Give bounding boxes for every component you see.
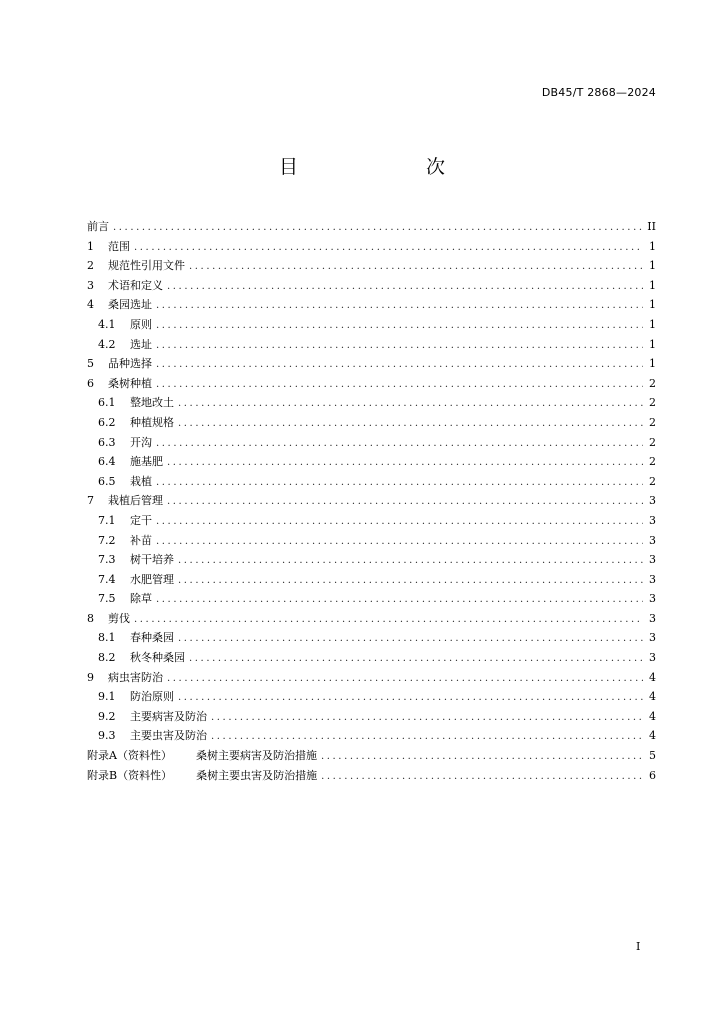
toc-entry-page: 1: [649, 337, 656, 351]
toc-leader-dots: [211, 731, 643, 742]
toc-entry-label: 剪伐: [108, 611, 130, 625]
toc-entry[interactable]: [87, 277, 656, 297]
toc-entry-page: II: [647, 220, 656, 233]
toc-entry-page: 4: [649, 709, 656, 723]
toc-entry[interactable]: [87, 375, 656, 395]
toc-entry[interactable]: [87, 551, 656, 571]
toc-leader-dots: [189, 261, 643, 272]
toc-leader-dots: [134, 614, 643, 625]
toc-entry-number: 8.1: [98, 631, 116, 645]
toc-leader-dots: [178, 398, 643, 409]
toc-entry[interactable]: [87, 257, 656, 277]
toc-entry[interactable]: [87, 727, 656, 747]
toc-entry-page: 3: [649, 592, 656, 606]
toc-entry[interactable]: [87, 629, 656, 649]
toc-leader-dots: [156, 379, 643, 390]
toc-entry-number: 附录A（资料性）: [87, 749, 172, 763]
toc-entry-label: 原则: [130, 317, 152, 331]
toc-entry-label: 桑树主要虫害及防治措施: [196, 768, 318, 782]
toc-entry-number: 9.2: [98, 709, 116, 723]
toc-entry-label: 除草: [130, 592, 152, 606]
toc-entry-label: 前言: [87, 220, 109, 233]
toc-leader-dots: [178, 418, 643, 429]
toc-entry-label: 定干: [130, 513, 152, 527]
toc-entry-number: 4.1: [98, 317, 116, 331]
toc-entry-number: 7: [87, 494, 94, 508]
toc-entry-label: 春种桑园: [130, 631, 174, 645]
toc-entry-page: 2: [649, 415, 656, 429]
toc-leader-dots: [178, 692, 643, 703]
toc-entry-page: 2: [649, 455, 656, 469]
toc-entry-page: 1: [649, 259, 656, 273]
toc-entry-number: 1: [87, 239, 94, 253]
toc-leader-dots: [178, 555, 643, 566]
toc-entry-page: 3: [649, 494, 656, 508]
toc-entry-page: 4: [649, 690, 656, 704]
toc-entry-label: 树干培养: [130, 553, 174, 567]
toc-entry-number: 附录B（资料性）: [87, 768, 173, 782]
toc-entry-page: 1: [649, 357, 656, 371]
toc-entry-label: 选址: [130, 337, 152, 351]
toc-entry-number: 6.4: [98, 455, 116, 469]
toc-entry-label: 整地改土: [130, 396, 174, 410]
toc-entry-page: 2: [649, 435, 656, 449]
toc-entry[interactable]: [87, 316, 656, 336]
toc-entry-number: 6: [87, 376, 94, 390]
toc-entry-number: 7.3: [98, 553, 116, 567]
toc-entry[interactable]: [87, 767, 656, 787]
toc-leader-dots: [156, 438, 643, 449]
toc-entry-page: 6: [649, 768, 656, 782]
toc-entry-label: 品种选择: [108, 357, 152, 371]
toc-entry-page: 3: [649, 611, 656, 625]
toc-leader-dots: [211, 712, 643, 723]
toc-leader-dots: [167, 496, 643, 507]
toc-entry-number: 5: [87, 357, 94, 371]
toc-entry-page: 4: [649, 670, 656, 684]
toc-entry[interactable]: [87, 669, 656, 689]
toc-entry-page: 2: [649, 474, 656, 488]
toc-entry-number: 9: [87, 670, 94, 684]
toc-entry[interactable]: [87, 453, 656, 473]
toc-entry[interactable]: [87, 218, 656, 238]
toc-entry-number: 2: [87, 259, 94, 273]
toc-entry-number: 4: [87, 298, 94, 312]
toc-entry[interactable]: [87, 590, 656, 610]
toc-entry-page: 3: [649, 572, 656, 586]
page-number: I: [636, 940, 641, 953]
toc-entry-page: 1: [649, 278, 656, 292]
toc-entry-label: 秋冬种桑园: [130, 651, 185, 665]
toc-leader-dots: [178, 575, 643, 586]
toc-entry[interactable]: [87, 571, 656, 591]
toc-leader-dots: [156, 477, 643, 488]
toc-leader-dots: [167, 281, 643, 292]
toc-entry[interactable]: [87, 532, 656, 552]
toc-entry[interactable]: [87, 610, 656, 630]
toc-entry-page: 2: [649, 396, 656, 410]
toc-leader-dots: [321, 771, 643, 782]
toc-entry-label: 桑园选址: [108, 298, 152, 312]
toc-entry[interactable]: [87, 336, 656, 356]
toc-entry[interactable]: [87, 434, 656, 454]
toc-entry-number: 6.3: [98, 435, 116, 449]
toc-entry-number: 9.3: [98, 729, 116, 743]
toc-entry-label: 主要虫害及防治: [130, 729, 207, 743]
toc-entry-number: 7.5: [98, 592, 116, 606]
toc-entry[interactable]: [87, 708, 656, 728]
toc-entry-page: 3: [649, 513, 656, 527]
toc-entry-number: 7.2: [98, 533, 116, 547]
toc-entry-label: 主要病害及防治: [130, 709, 207, 723]
toc-entry-page: 4: [649, 729, 656, 743]
toc-entry-page: 3: [649, 553, 656, 567]
toc-entry[interactable]: [87, 414, 656, 434]
toc-entry-page: 1: [649, 239, 656, 253]
toc-entry-label: 防治原则: [130, 690, 174, 704]
toc-leader-dots: [113, 222, 643, 233]
toc-entry-number: 6.1: [98, 396, 116, 410]
toc-entry-page: 1: [649, 298, 656, 312]
toc-leader-dots: [178, 633, 643, 644]
toc-entry-label: 桑树种植: [108, 376, 152, 390]
toc-entry-label: 术语和定义: [108, 278, 163, 292]
toc-leader-dots: [156, 300, 643, 311]
toc-entry-number: 8.2: [98, 651, 116, 665]
toc-entry-number: 8: [87, 611, 94, 625]
toc-entry-label: 补苗: [130, 533, 152, 547]
toc-entry-label: 规范性引用文件: [108, 259, 185, 273]
toc-entry-page: 2: [649, 376, 656, 390]
toc-leader-dots: [156, 359, 643, 370]
toc-entry[interactable]: [87, 473, 656, 493]
toc-entry-number: 6.2: [98, 415, 116, 429]
toc-leader-dots: [134, 242, 643, 253]
toc-entry[interactable]: [87, 238, 656, 258]
toc-entry-page: 3: [649, 651, 656, 665]
toc-leader-dots: [167, 457, 643, 468]
toc-title: 目 次: [278, 156, 475, 178]
toc-entry-label: 范围: [108, 239, 130, 253]
toc-entry-label: 开沟: [130, 435, 152, 449]
toc-leader-dots: [156, 340, 643, 351]
toc-entry-number: 9.1: [98, 690, 116, 704]
toc-entry-page: 5: [649, 749, 656, 763]
toc-entry-page: 3: [649, 533, 656, 547]
toc-entry-number: 3: [87, 278, 94, 292]
toc-entry[interactable]: [87, 296, 656, 316]
toc-leader-dots: [156, 516, 643, 527]
toc-leader-dots: [321, 751, 643, 762]
toc-entry[interactable]: [87, 394, 656, 414]
toc-entry-label: 病虫害防治: [108, 670, 163, 684]
toc-entry[interactable]: [87, 512, 656, 532]
toc-entry[interactable]: [87, 649, 656, 669]
toc-entry[interactable]: [87, 688, 656, 708]
toc-leader-dots: [156, 320, 643, 331]
table-of-contents: [87, 218, 656, 786]
toc-entry-label: 栽植: [130, 474, 152, 488]
toc-entry-label: 桑树主要病害及防治措施: [195, 749, 317, 763]
toc-entry-label: 施基肥: [130, 455, 163, 469]
toc-entry[interactable]: [87, 492, 656, 512]
toc-entry-label: 种植规格: [130, 415, 174, 429]
toc-leader-dots: [156, 594, 643, 605]
toc-leader-dots: [189, 653, 643, 664]
toc-entry-number: 7.1: [98, 513, 116, 527]
toc-entry-number: 6.5: [98, 474, 116, 488]
toc-entry-number: 7.4: [98, 572, 116, 586]
toc-entry-page: 3: [649, 631, 656, 645]
toc-entry-label: 栽植后管理: [108, 494, 163, 508]
toc-leader-dots: [156, 536, 643, 547]
document-code: DB45/T 2868—2024: [541, 86, 656, 99]
toc-entry-label: 水肥管理: [130, 572, 174, 586]
toc-entry-page: 1: [649, 317, 656, 331]
toc-entry[interactable]: [87, 355, 656, 375]
toc-entry-number: 4.2: [98, 337, 116, 351]
toc-leader-dots: [167, 673, 643, 684]
toc-entry[interactable]: [87, 747, 656, 767]
